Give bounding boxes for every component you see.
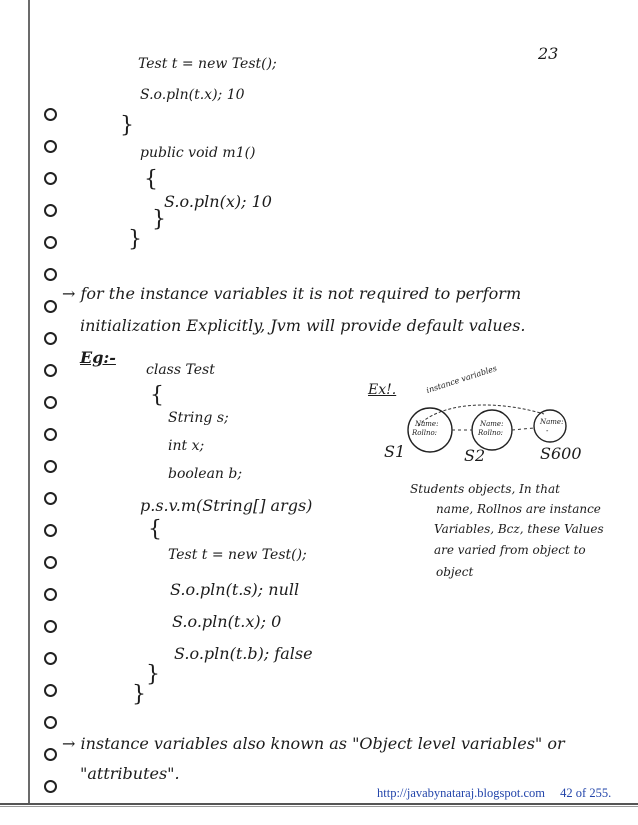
code-line: public void m1() bbox=[140, 145, 256, 161]
closing-brace: } bbox=[120, 113, 134, 138]
example-label: Eg:- bbox=[80, 348, 116, 367]
code-line: Test t = new Test(); bbox=[168, 547, 307, 563]
margin-line bbox=[28, 0, 30, 805]
binder-hole bbox=[44, 460, 57, 473]
object-circle-s600 bbox=[534, 410, 566, 442]
code-line: S.o.pln(t.s); null bbox=[170, 580, 300, 599]
code-line: S.o.pln(t.b); false bbox=[174, 644, 313, 663]
binder-hole bbox=[44, 172, 57, 185]
bottom-rule bbox=[0, 806, 638, 807]
binder-hole bbox=[44, 396, 57, 409]
binder-hole bbox=[44, 140, 57, 153]
binder-hole bbox=[44, 652, 57, 665]
object-s600-field: - bbox=[546, 427, 549, 435]
object-ref-s1: S1 bbox=[384, 442, 406, 461]
code-line: S.o.pln(t.x); 0 bbox=[172, 612, 282, 631]
diagram-caption-line1: Students objects, In that bbox=[410, 482, 560, 496]
note-object-level-variables-line1: → instance variables also known as "Object level variables" or bbox=[62, 734, 565, 753]
code-line: boolean b; bbox=[168, 466, 243, 482]
object-s600-name-field: Name: bbox=[540, 418, 564, 426]
binder-hole bbox=[44, 108, 57, 121]
page-count: 42 of 255. bbox=[560, 786, 612, 800]
binder-hole bbox=[44, 268, 57, 281]
note-instance-init-line2: initialization Explicitly, Jvm will provide default values. bbox=[80, 316, 526, 335]
bottom-rule bbox=[0, 803, 638, 805]
binder-hole bbox=[44, 588, 57, 601]
diagram-example-label: Ex!. bbox=[368, 382, 397, 398]
code-line: p.s.v.m(String[] args) bbox=[140, 496, 313, 515]
object-s2-name-field: Name: bbox=[480, 420, 504, 428]
closing-brace: } bbox=[132, 682, 146, 707]
binder-hole bbox=[44, 780, 57, 793]
binder-hole bbox=[44, 620, 57, 633]
diagram-caption-line3: Variables, Bcz, these Values bbox=[434, 522, 604, 536]
code-line: int x; bbox=[168, 438, 205, 454]
page-footer bbox=[377, 786, 611, 801]
binder-hole bbox=[44, 364, 57, 377]
dashed-connector bbox=[512, 428, 534, 430]
closing-brace: } bbox=[146, 662, 160, 687]
code-line: S.o.pln(t.x); 10 bbox=[140, 87, 245, 103]
code-line: S.o.pln(x); 10 bbox=[164, 192, 272, 211]
binder-hole bbox=[44, 236, 57, 249]
closing-brace: } bbox=[152, 207, 166, 232]
binder-hole bbox=[44, 716, 57, 729]
binder-hole bbox=[44, 204, 57, 217]
opening-brace: { bbox=[150, 383, 164, 408]
diagram-caption-line4: are varied from object to bbox=[434, 543, 586, 557]
diagram-caption-line5: object bbox=[436, 565, 474, 579]
object-ref-s600: S600 bbox=[540, 444, 582, 463]
blog-link[interactable]: http://javabynataraj.blogspot.com bbox=[377, 786, 546, 800]
object-s2-rollno-field: Rollno: bbox=[478, 429, 504, 437]
binder-hole bbox=[44, 300, 57, 313]
page-number-mark: 23 bbox=[538, 44, 559, 63]
object-ref-s2: S2 bbox=[464, 446, 486, 465]
note-object-level-variables-line2: "attributes". bbox=[80, 764, 180, 783]
binder-hole bbox=[44, 556, 57, 569]
closing-brace: } bbox=[128, 227, 142, 252]
opening-brace: { bbox=[148, 517, 162, 542]
instance-variables-arc-label: instance variables bbox=[425, 363, 499, 395]
binder-hole bbox=[44, 492, 57, 505]
notebook-margin bbox=[0, 0, 60, 825]
binder-hole bbox=[44, 684, 57, 697]
code-line: Test t = new Test(); bbox=[138, 56, 277, 72]
diagram-caption-line2: name, Rollnos are instance bbox=[436, 502, 601, 516]
binder-hole bbox=[44, 524, 57, 537]
binder-hole bbox=[44, 332, 57, 345]
binder-hole bbox=[44, 428, 57, 441]
opening-brace: { bbox=[144, 167, 158, 192]
object-s1-name-field: Name: bbox=[415, 420, 439, 428]
object-s1-rollno-field: Rollno: bbox=[412, 429, 438, 437]
code-line: String s; bbox=[168, 410, 229, 426]
code-line: class Test bbox=[146, 362, 215, 378]
binder-hole bbox=[44, 748, 57, 761]
note-instance-init-line1: → for the instance variables it is not required to perform bbox=[62, 284, 522, 303]
